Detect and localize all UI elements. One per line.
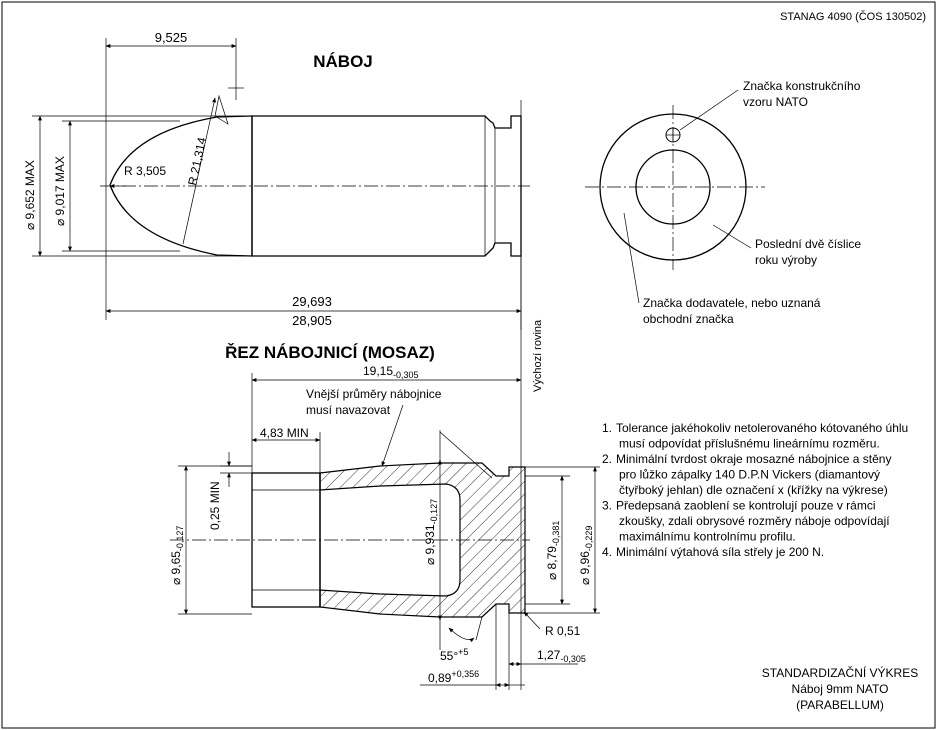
dia-max-label: ⌀ 9,652 MAX — [23, 160, 37, 230]
note-line: pro lůžko zápalky 140 D.P.N Vickers (diamantový — [619, 467, 881, 482]
note-number: 1. — [602, 421, 613, 435]
ogive-radius-label: R 21,314 — [185, 136, 210, 187]
rim-dia-label: ⌀ $9,96_{-0,229}$ — [578, 525, 594, 585]
rim-thickness-label: $1,27_{-0,305}$ — [537, 648, 586, 664]
note-number: 3. — [602, 498, 613, 513]
title-block-line3: (PARABELLUM) — [796, 698, 884, 712]
standard-label: STANAG 4090 (ČOS 130502) — [780, 11, 926, 23]
groove-dia-label: ⌀ $8,79_{-0,381}$ — [545, 520, 561, 580]
maker-mark-line1: Značka dodavatele, nebo uznaná — [643, 296, 821, 310]
dia-bullet-label: ⌀ 9,017 MAX — [53, 156, 67, 226]
rim-radius-leader — [524, 612, 540, 629]
nato-mark-line2: vzoru NATO — [743, 95, 808, 109]
note-line: Minimální výtahová síla střely je 200 N. — [616, 545, 825, 559]
notes-list — [602, 421, 908, 559]
nato-mark-line1: Značka konstrukčního — [743, 79, 861, 93]
tip-radius-label: R 3,505 — [124, 164, 167, 178]
note-line: Tolerance jakéhokoliv netolerovaného kótovaného úhlu — [616, 421, 909, 435]
wall-min-label: 0,25 MIN — [208, 481, 222, 530]
case-length-label: $19,15_{-0,305}$ — [363, 364, 419, 380]
sheet-border — [2, 2, 935, 728]
groove-width-label: $0,89^{+0,356}$ — [428, 669, 480, 685]
maker-mark-leader — [624, 213, 639, 303]
angle-label: 55°$^{+5}$ — [440, 647, 469, 663]
angle-dim — [449, 628, 474, 640]
note-number: 4. — [602, 545, 613, 559]
rim-radius-label: R 0,51 — [545, 624, 581, 638]
outer-dia-label: ⌀ $9,65_{-0,127}$ — [169, 525, 185, 585]
inner-dia-label: ⌀ $9,931_{-0,127}$ — [423, 498, 439, 565]
title-block-line1: STANDARDIZAČNÍ VÝKRES — [761, 666, 919, 680]
section-title: ŘEZ NÁBOJNICÍ (MOSAZ) — [225, 343, 435, 362]
length-max-label: 29,693 — [292, 294, 332, 309]
note-line: zkoušky, zdali obrysové rozměry náboje odpovídají — [619, 514, 890, 528]
note-line: musí odpovídat příslušnému lineárnímu rozměru. — [619, 436, 880, 451]
note-number: 2. — [602, 452, 613, 466]
outer-dia-callout-line2: musí navazovat — [306, 403, 391, 417]
cartridge-title: NÁBOJ — [313, 52, 373, 71]
datum-label: Výchozí rovina — [532, 319, 544, 392]
head-view — [585, 105, 765, 270]
maker-mark-line2: obchodní značka — [643, 312, 734, 326]
depth-min-label: 4,83 MIN — [260, 426, 309, 440]
year-digits-line2: roku výroby — [755, 253, 818, 267]
note-line: Minimální tvrdost okraje mosazné nábojnice a stěny — [616, 452, 892, 466]
title-block-line2: Náboj 9mm NATO — [791, 682, 889, 696]
outer-dia-callout-line1: Vnější průměry nábojnice — [306, 387, 442, 401]
bullet-offset-label: 9,525 — [154, 30, 188, 45]
year-digits-line1: Poslední dvě číslice — [755, 237, 862, 251]
note-line: maximálnímu kontrolnímu profilu. — [619, 529, 796, 544]
note-line: Předepsaná zaoblení se kontrolují pouze v rámci — [616, 498, 876, 513]
length-min-label: 28,905 — [292, 313, 332, 328]
note-line: čtyřboký jehlan) dle označení x (křížky na výkrese) — [619, 483, 888, 497]
